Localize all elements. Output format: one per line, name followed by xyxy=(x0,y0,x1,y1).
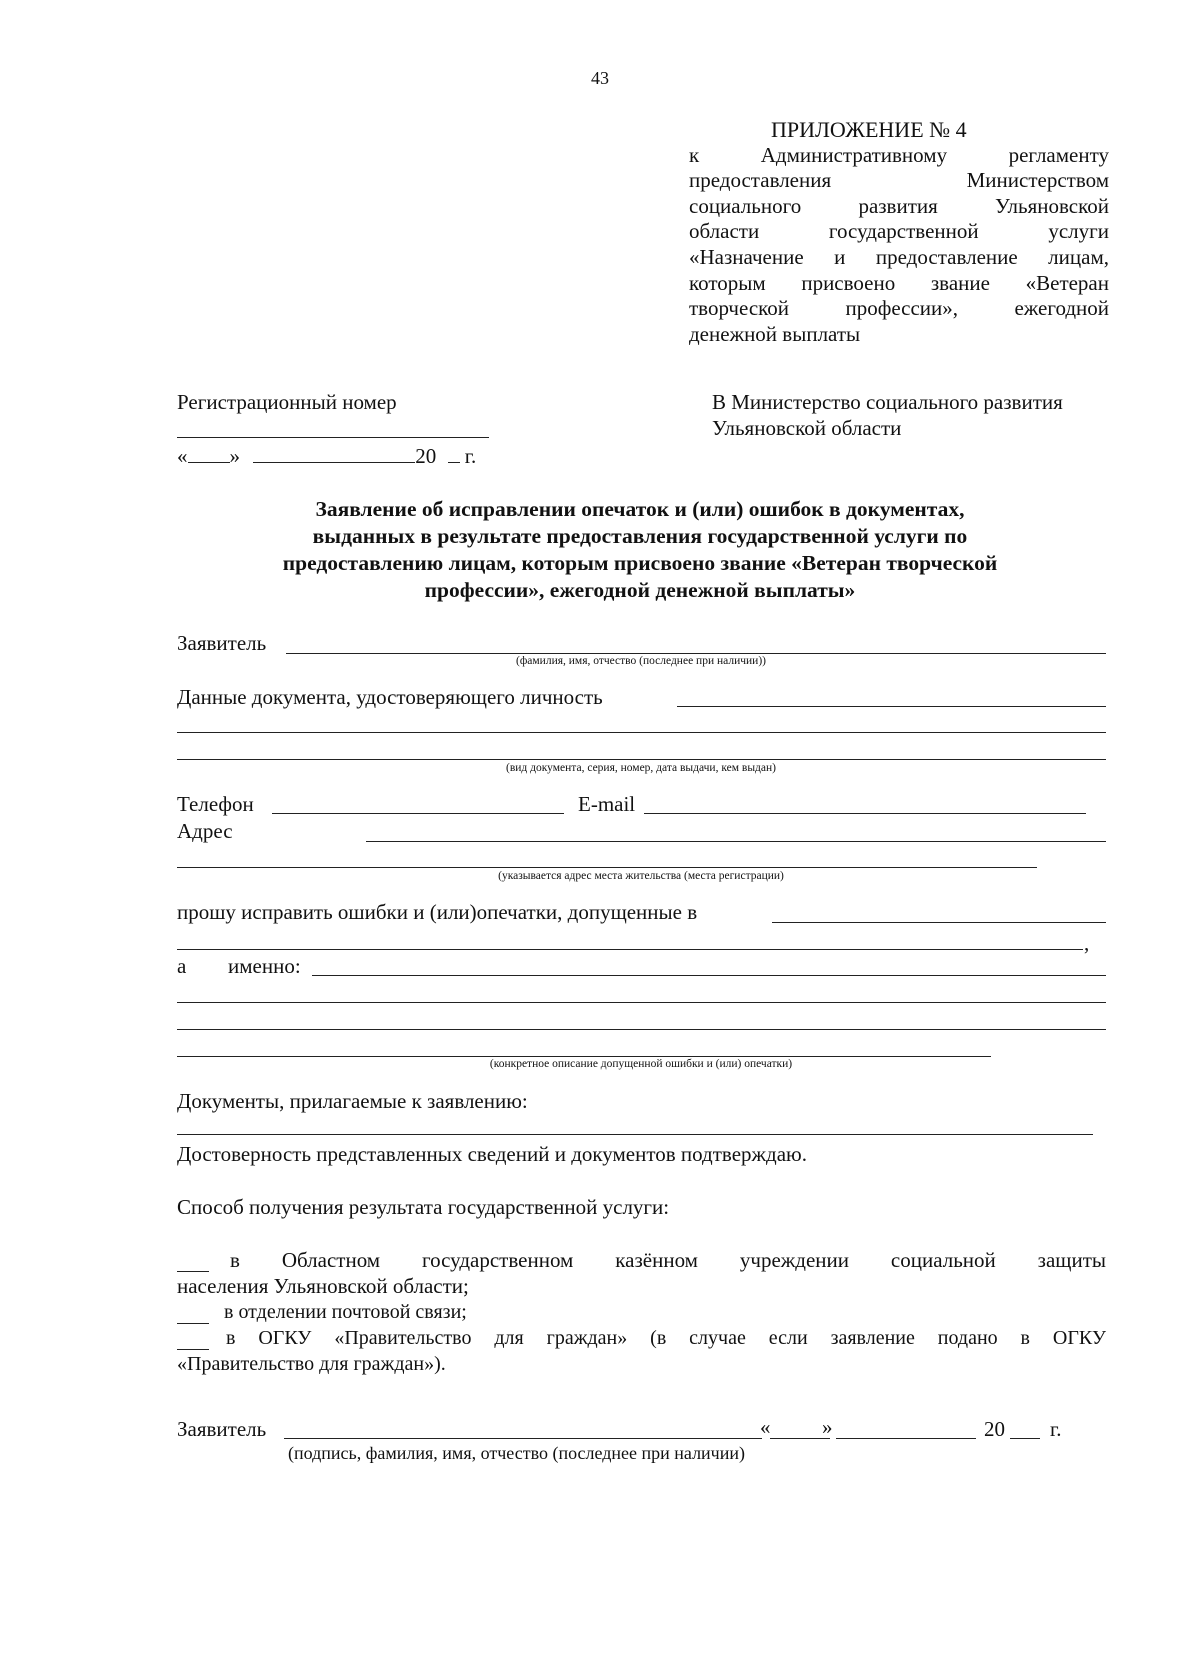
request-end-comma: , xyxy=(1084,931,1090,955)
option-1-checkbox[interactable] xyxy=(177,1271,209,1272)
recipient-line-2: Ульяновской области xyxy=(712,416,902,440)
option-3-checkbox[interactable] xyxy=(177,1349,209,1350)
id-document-field-line-2[interactable] xyxy=(177,732,1106,733)
signature-label: Заявитель xyxy=(177,1417,267,1441)
error-description-field-line-3[interactable] xyxy=(177,1029,1106,1030)
title-line: выданных в результате предоставления государственной услуги по xyxy=(312,524,968,548)
option-2-checkbox[interactable] xyxy=(177,1323,209,1324)
registration-quote-close: » xyxy=(229,444,240,468)
title-line: предоставлению лицам, которым присвоено звание «Ветеран творческой xyxy=(282,551,998,575)
request-documents-field[interactable] xyxy=(772,922,1106,923)
request-label: прошу исправить ошибки и (или)опечатки, допущенные в xyxy=(177,900,698,924)
appendix-block xyxy=(689,117,1109,347)
option-2-text: в отделении почтовой связи; xyxy=(224,1301,467,1323)
option-3-text: в ОГКУ «Правительство для граждан» (в случае если заявление подано в ОГКУ xyxy=(226,1327,1106,1349)
namely-label: именно: xyxy=(228,954,301,978)
signature-year-suffix: г. xyxy=(1050,1417,1062,1441)
address-caption: (указывается адрес места жительства (места регистрации) xyxy=(498,870,784,882)
registration-label: Регистрационный номер xyxy=(177,390,397,414)
title-line: профессии», ежегодной денежной выплаты» xyxy=(424,578,856,602)
signature-year-prefix: 20 xyxy=(984,1417,1005,1441)
error-description-field-line-2[interactable] xyxy=(177,1002,1106,1003)
id-document-label: Данные документа, удостоверяющего личность xyxy=(177,685,603,709)
option-1-text: в Областном государственном казённом учреждении социальной защиты xyxy=(230,1248,1106,1272)
appendix-line: творческой профессии», ежегодной xyxy=(689,296,1109,321)
appendix-line: которым присвоено звание «Ветеран xyxy=(689,270,1109,295)
registration-year-field[interactable] xyxy=(448,446,460,463)
phone-field[interactable] xyxy=(272,813,564,814)
option-1-text-continued: населения Ульяновской области; xyxy=(177,1274,469,1298)
appendix-heading: ПРИЛОЖЕНИЕ № 4 xyxy=(771,117,967,142)
signature-day-field[interactable] xyxy=(770,1438,830,1439)
error-description-field-line-4[interactable] xyxy=(177,1056,991,1057)
registration-date xyxy=(177,443,476,469)
phone-label: Телефон xyxy=(177,792,254,816)
email-field[interactable] xyxy=(644,813,1086,814)
id-document-field[interactable] xyxy=(677,706,1106,707)
title-line: Заявление об исправлении опечаток и (или) ошибок в документах, xyxy=(315,497,965,521)
option-3-text-continued: «Правительство для граждан»). xyxy=(177,1353,446,1375)
appendix-line: социального развития Ульяновской xyxy=(689,193,1109,218)
applicant-name-field[interactable] xyxy=(286,653,1106,654)
signature-caption: (подпись, фамилия, имя, отчество (последнее при наличии) xyxy=(288,1443,745,1463)
address-label: Адрес xyxy=(177,819,233,843)
applicant-label: Заявитель xyxy=(177,631,267,655)
namely-a: а xyxy=(177,954,187,978)
page-number: 43 xyxy=(591,68,609,88)
email-label: E-mail xyxy=(578,792,636,816)
attached-documents-label: Документы, прилагаемые к заявлению: xyxy=(177,1089,528,1113)
appendix-line: денежной выплаты xyxy=(689,321,861,346)
appendix-line: области государственной услуги xyxy=(689,219,1109,244)
registration-day-field[interactable] xyxy=(188,446,230,463)
appendix-line: «Назначение и предоставление лицам, xyxy=(689,244,1109,269)
address-field-line-2[interactable] xyxy=(177,867,1037,868)
address-field[interactable] xyxy=(366,841,1106,842)
applicant-caption: (фамилия, имя, отчество (последнее при наличии)) xyxy=(516,655,766,667)
confirmation-text: Достоверность представленных сведений и документов подтверждаю. xyxy=(177,1142,807,1166)
registration-year-prefix: 20 xyxy=(415,444,437,468)
registration-quote-open: « xyxy=(177,444,188,468)
appendix-line: к Административному регламенту xyxy=(689,142,1109,167)
request-documents-field-line-2[interactable] xyxy=(177,949,1083,950)
error-description-caption: (конкретное описание допущенной ошибки и (или) опечатки) xyxy=(489,1058,793,1070)
appendix-line: предоставления Министерством xyxy=(689,168,1109,193)
registration-month-field[interactable] xyxy=(253,446,415,463)
signature-quote-close: » xyxy=(822,1415,833,1439)
signature-quote-open: « xyxy=(760,1415,771,1439)
signature-field[interactable] xyxy=(284,1438,762,1439)
signature-year-field[interactable] xyxy=(1010,1438,1040,1439)
signature-month-field[interactable] xyxy=(836,1438,976,1439)
method-label: Способ получения результата государственной услуги: xyxy=(177,1195,670,1219)
id-document-field-line-3[interactable] xyxy=(177,759,1106,760)
registration-number-field[interactable] xyxy=(177,437,489,438)
document-title xyxy=(200,496,1080,604)
recipient-line-1: В Министерство социального развития xyxy=(712,390,1063,414)
registration-year-suffix: г. xyxy=(464,444,477,468)
error-description-field[interactable] xyxy=(312,975,1106,976)
attached-documents-field[interactable] xyxy=(177,1134,1093,1135)
id-document-caption: (вид документа, серия, номер, дата выдачи, кем выдан) xyxy=(506,762,776,774)
